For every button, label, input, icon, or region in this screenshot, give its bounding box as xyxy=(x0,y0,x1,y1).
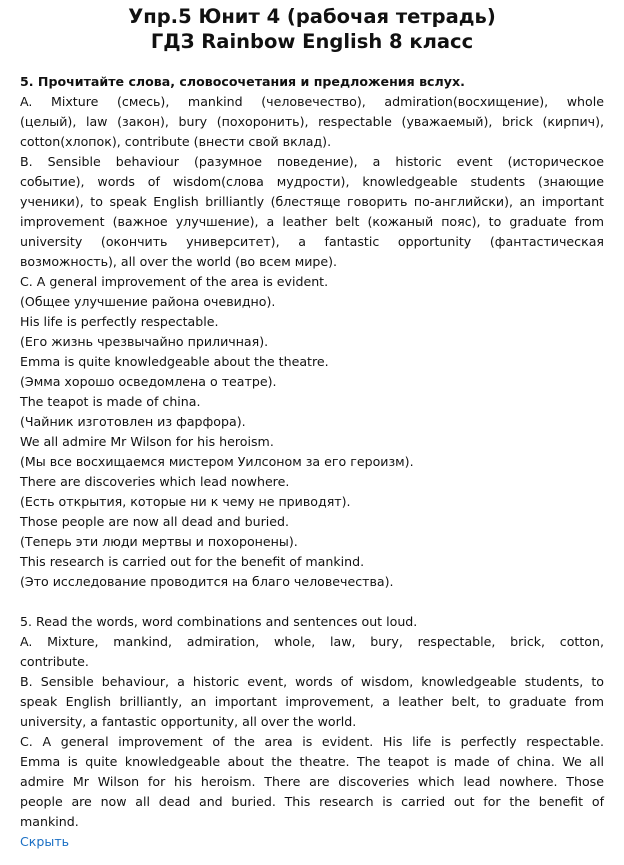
task-heading-ru: 5. Прочитайте слова, словосочетания и предложения вслух. xyxy=(20,74,465,89)
text-line: (Эмма хорошо осведомлена о театре). xyxy=(20,374,277,389)
page xyxy=(0,4,624,852)
text-line: We all admire Mr Wilson for his heroism. xyxy=(20,434,274,449)
text-line: His life is perfectly respectable. xyxy=(20,314,219,329)
text-line: A. Mixture, mankind, admiration, whole, law, bury, respectable, brick, cotton, xyxy=(20,634,604,649)
text-line: The teapot is made of china. xyxy=(20,394,201,409)
text-line: (Мы все восхищаемся мистером Уилсоном за его героизм). xyxy=(20,454,414,469)
text-line: C. A general improvement of the area is evident. xyxy=(20,274,329,289)
task-heading-en: 5. Read the words, word combinations and sentences out loud. xyxy=(20,614,418,629)
text-line: Those people are now all dead and buried. xyxy=(20,514,290,529)
text-line: university (окончить университет), a fantastic opportunity (фантастическая xyxy=(20,234,604,249)
text-line: This research is carried out for the benefit of mankind. xyxy=(20,554,365,569)
text-line: Emma is quite knowledgeable about the theatre. The teapot is made of china. We all xyxy=(20,754,604,769)
text-line: people are now all dead and buried. This research is carried out for the benefit of xyxy=(20,794,604,809)
text-line: B. Sensible behaviour, a historic event, words of wisdom, knowledgeable students, to xyxy=(20,674,604,689)
text-line: (целый), law (закон), bury (похоронить), respectable (уважаемый), brick (кирпич), xyxy=(20,114,604,129)
text-line: admire Mr Wilson for his heroism. There are discoveries which lead nowhere. Those xyxy=(20,774,604,789)
text-line: ученики), to speak English brilliantly (блестяще говорить по-английски), an important xyxy=(20,194,604,209)
text-line: cotton(хлопок), contribute (внести свой вклад). xyxy=(20,134,332,149)
page-title: Упр.5 Юнит 4 (рабочая тетрадь) xyxy=(128,5,496,28)
text-line: speak English brilliantly, an important improvement, a leather belt, to graduate from xyxy=(20,694,604,709)
text-line: (Чайник изготовлен из фарфора). xyxy=(20,414,246,429)
text-line: (Теперь эти люди мертвы и похоронены). xyxy=(20,534,298,549)
text-line: событие), words of wisdom(слова мудрости), knowledgeable students (знающие xyxy=(20,174,604,189)
text-line: (Это исследование проводится на благо человечества). xyxy=(20,574,394,589)
text-line: C. A general improvement of the area is evident. His life is perfectly respectable. xyxy=(20,734,604,749)
text-line: возможность), all over the world (во всем мире). xyxy=(20,254,338,269)
text-line: (Общее улучшение района очевидно). xyxy=(20,294,276,309)
text-line: A. Mixture (смесь), mankind (человечество), admiration(восхищение), whole xyxy=(20,94,604,109)
hide-link[interactable]: Скрыть xyxy=(20,834,70,849)
text-line: mankind. xyxy=(20,814,79,829)
text-line: (Его жизнь чрезвычайно приличная). xyxy=(20,334,269,349)
text-line: Emma is quite knowledgeable about the theatre. xyxy=(20,354,329,369)
text-line: improvement (важное улучшение), a leather belt (кожаный пояс), to graduate from xyxy=(20,214,604,229)
spacer xyxy=(20,592,604,612)
text-line: There are discoveries which lead nowhere. xyxy=(20,474,290,489)
text-line: B. Sensible behaviour (разумное поведение), a historic event (историческое xyxy=(20,154,604,169)
answer-body xyxy=(20,72,604,852)
text-line: (Есть открытия, которые ни к чему не приводят). xyxy=(20,494,351,509)
text-line: university, a fantastic opportunity, all over the world. xyxy=(20,714,357,729)
page-subtitle: ГДЗ Rainbow English 8 класс xyxy=(150,30,474,53)
text-line: contribute. xyxy=(20,654,89,669)
